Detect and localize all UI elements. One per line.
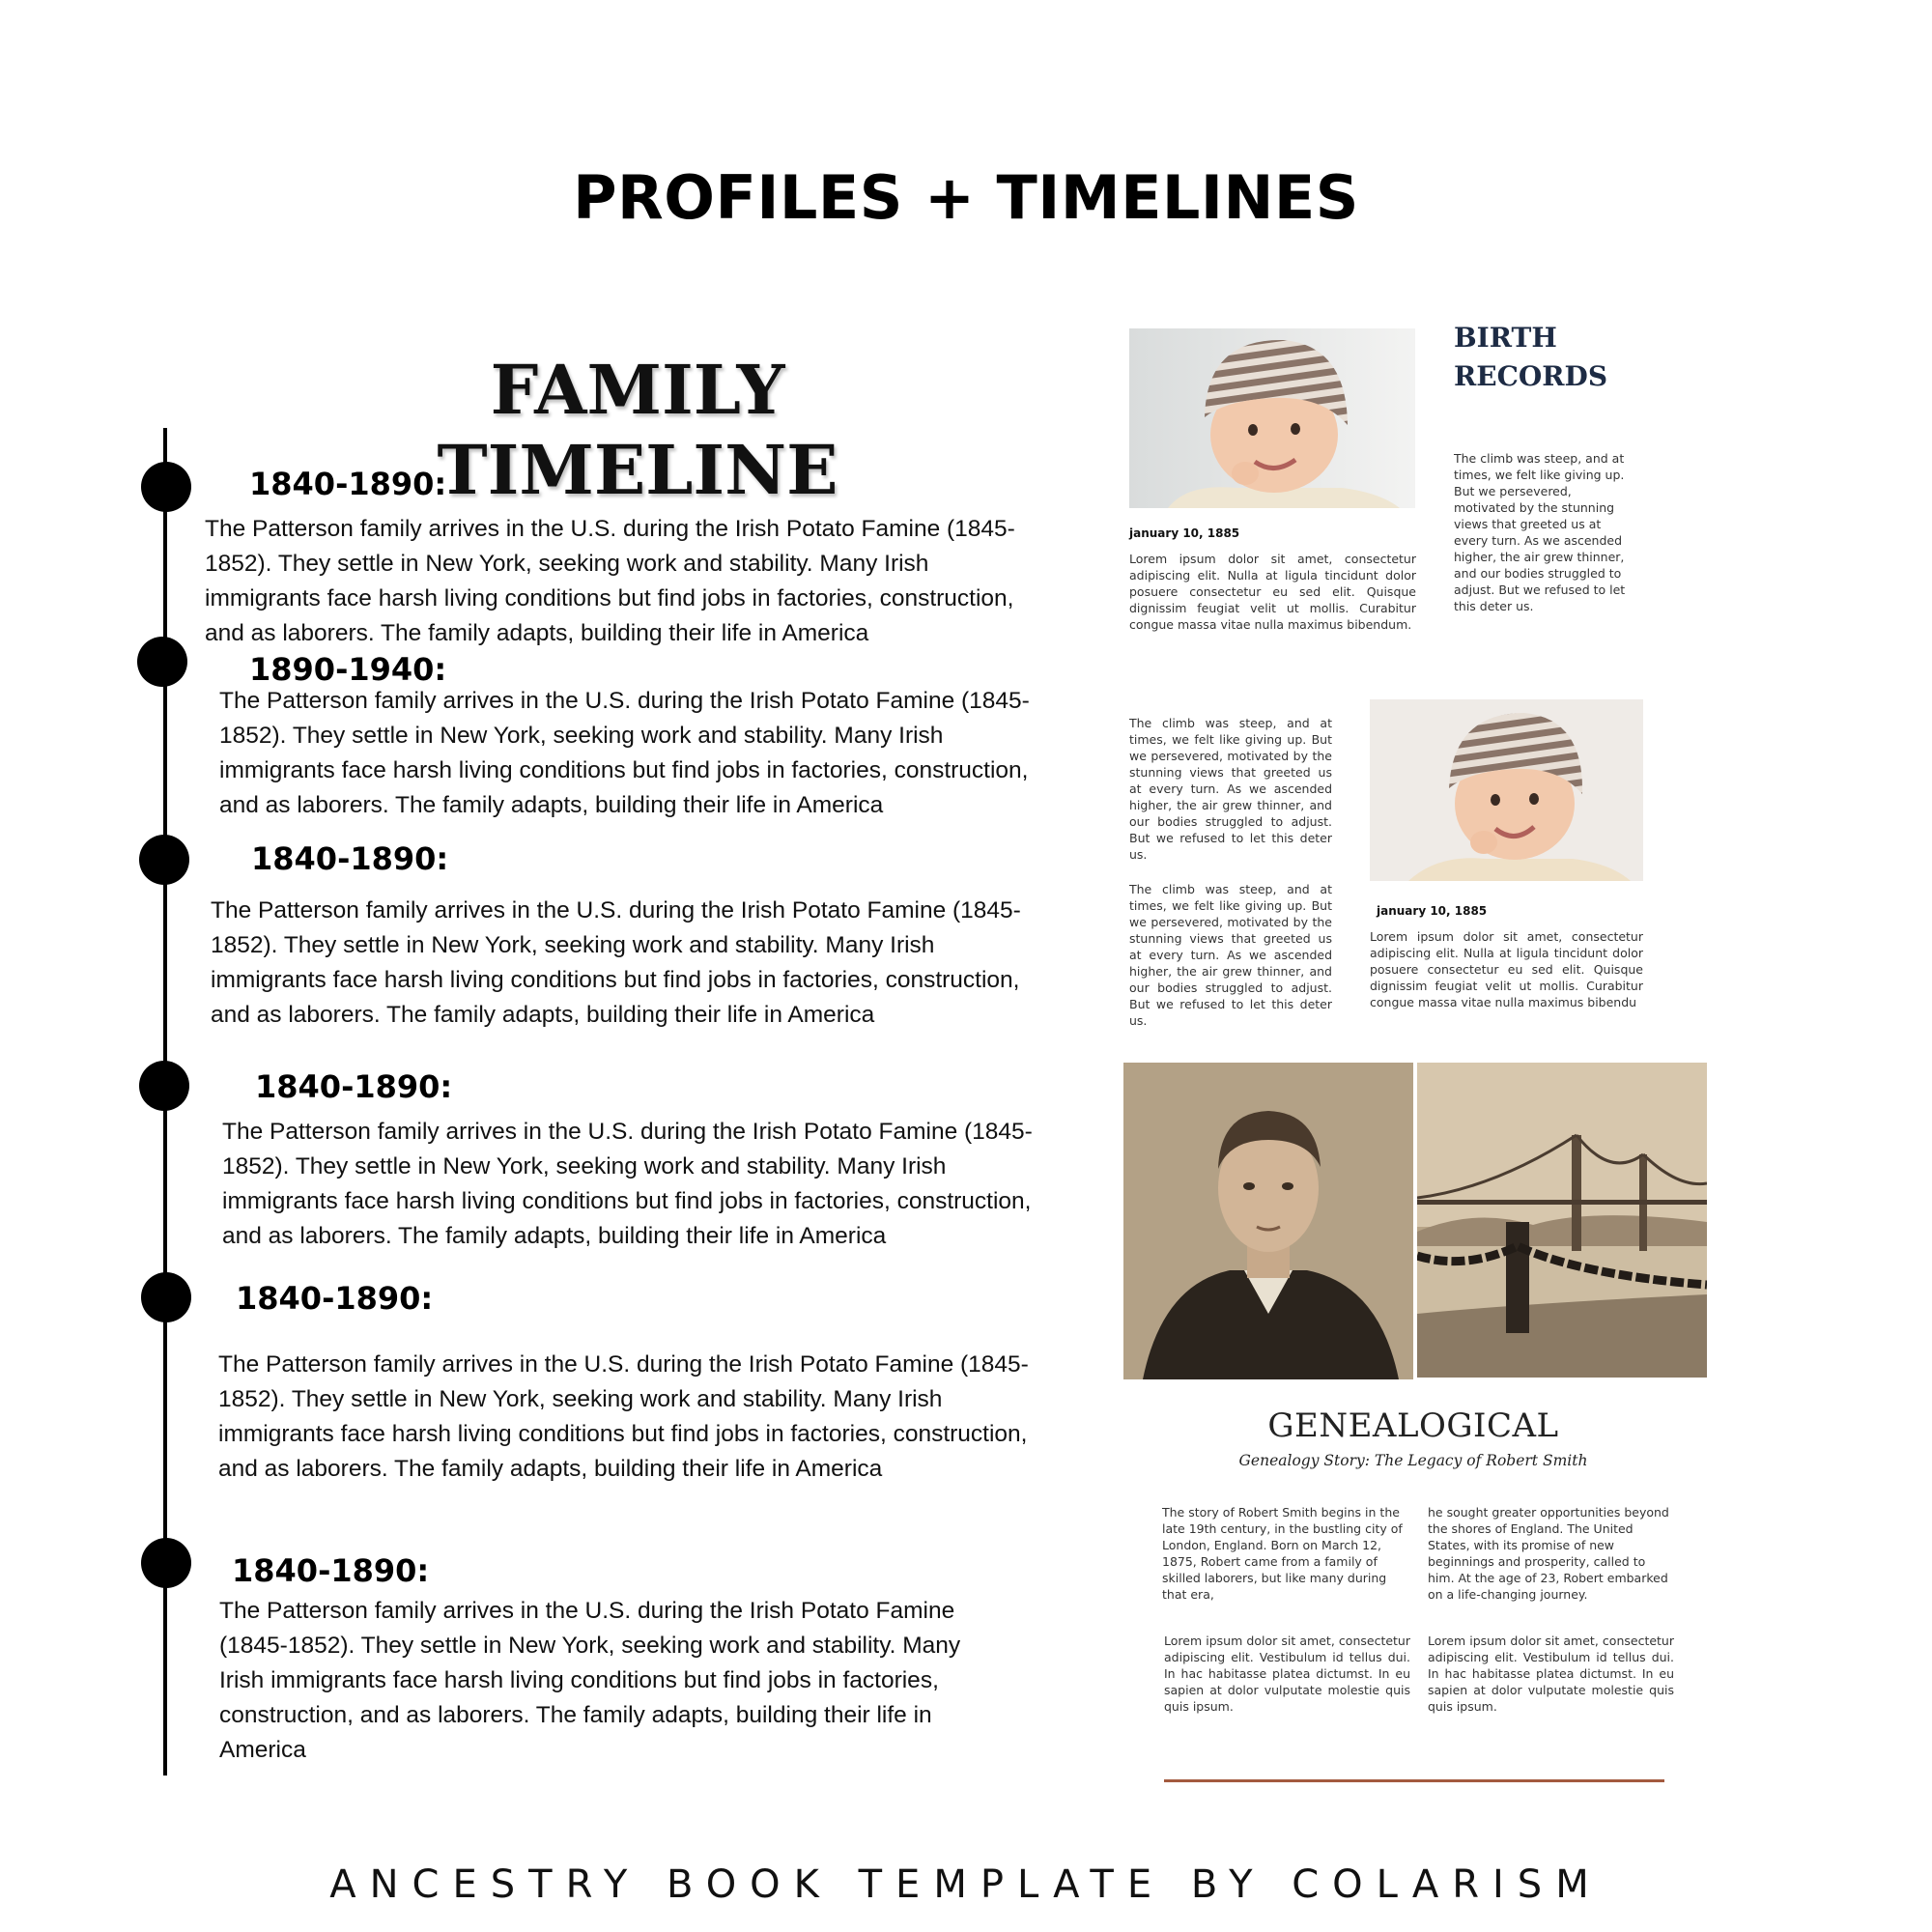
vintage-portrait-photo bbox=[1123, 1063, 1413, 1379]
baby-photo bbox=[1370, 699, 1643, 881]
birth-records-title bbox=[1454, 319, 1647, 396]
timeline-year: 1840-1890: bbox=[251, 840, 449, 877]
timeline-year: 1840-1890: bbox=[236, 1280, 434, 1317]
timeline-title: FAMILY TIMELINE bbox=[437, 350, 838, 510]
bridge-photo bbox=[1417, 1063, 1707, 1378]
timeline-text: The Patterson family arrives in the U.S. during the Irish Potato Famine (1845-1852). They settle in New York, seeking work and stability. Many Irish immigrants face harsh living conditions but find jobs in factories, construction, and as laborers. The family adapts, building their life in America bbox=[222, 1119, 1033, 1249]
birth-date: january 10, 1885 bbox=[1129, 526, 1240, 540]
timeline-text: The Patterson family arrives in the U.S. during the Irish Potato Famine (1845-1852). They settle in New York, seeking work and stability. Many Irish immigrants face harsh living conditions but find jobs in factories, construction, and as laborers. The family adapts, building their life in America bbox=[219, 688, 1030, 818]
timeline-year: 1840-1890: bbox=[255, 1068, 453, 1105]
timeline-dot bbox=[141, 1538, 191, 1588]
footer-credit: ANCESTRY BOOK TEMPLATE BY COLARISM bbox=[329, 1862, 1603, 1907]
timeline-text: The Patterson family arrives in the U.S. during the Irish Potato Famine (1845-1852). They settle in New York, seeking work and stability. Many Irish immigrants face harsh living conditions but find jobs in factories, construction, and as laborers. The family adapts, building their life in America bbox=[218, 1351, 1029, 1482]
birth-side-text: The climb was steep, and at times, we felt like giving up. But we persevered, motivated by the stunning views that greeted us at every turn. As we ascended higher, the air grew thinner, and our bodies struggled to adjust. But we refused to let this deter us. bbox=[1454, 451, 1626, 613]
timeline-dot bbox=[141, 1272, 191, 1322]
birth-title-line-1: BIRTH bbox=[1454, 322, 1557, 354]
genealogical-subtitle: Genealogy Story: The Legacy of Robert Smith bbox=[1238, 1452, 1588, 1469]
timeline-year: 1840-1890: bbox=[232, 1552, 430, 1589]
spread-date: january 10, 1885 bbox=[1377, 904, 1488, 918]
spread-text-2: The climb was steep, and at times, we felt like giving up. But we persevered, motivated by the stunning views that greeted us at every turn. As we ascended higher, the air grew thinner, and our bodies struggled to adjust. But we refused to let this deter us. bbox=[1129, 882, 1332, 1028]
birth-title-line-2: RECORDS bbox=[1454, 360, 1608, 392]
genealogical-title: GENEALOGICAL bbox=[1267, 1406, 1559, 1445]
spread-text-1: The climb was steep, and at times, we felt like giving up. But we persevered, motivated by the stunning views that greeted us at every turn. As we ascended higher, the air grew thinner, and our bodies struggled to adjust. But we refused to let this deter us. bbox=[1129, 716, 1332, 862]
timeline-dot bbox=[139, 835, 189, 885]
timeline-text: The Patterson family arrives in the U.S. during the Irish Potato Famine (1845-1852). They settle in New York, seeking work and stability. Many Irish immigrants face harsh living conditions but find jobs in factories, construction, and as laborers. The family adapts, building their life in America bbox=[211, 897, 1021, 1028]
genealogy-col1-paragraph2: Lorem ipsum dolor sit amet, consectetur adipiscing elit. Vestibulum id tellus dui. In hac habitasse platea dictumst. In eu sapien at dolor vulputate molestie quis quis ipsum. bbox=[1164, 1634, 1410, 1714]
timeline-year: 1840-1890: bbox=[249, 466, 447, 502]
timeline-text: The Patterson family arrives in the U.S. during the Irish Potato Famine (1845-1852). They settle in New York, seeking work and stability. Many Irish immigrants face harsh living conditions but find jobs in factories, construction, and as laborers. The family adapts, building their life in America bbox=[219, 1598, 961, 1763]
timeline-dot bbox=[137, 637, 187, 687]
genealogy-col1-paragraph1: The story of Robert Smith begins in the late 19th century, in the bustling city of London, England. Born on March 12, 1875, Robert came from a family of skilled laborers, but like many during that era, bbox=[1162, 1505, 1403, 1602]
timeline-text: The Patterson family arrives in the U.S. during the Irish Potato Famine (1845-1852). They settle in New York, seeking work and stability. Many Irish immigrants face harsh living conditions but find jobs in factories, construction, and as laborers. The family adapts, building their life in America bbox=[205, 516, 1015, 646]
accent-rule bbox=[1164, 1779, 1664, 1782]
page-title: PROFILES + TIMELINES bbox=[573, 162, 1359, 233]
timeline-year: 1890-1940: bbox=[249, 651, 447, 688]
baby-photo bbox=[1129, 328, 1415, 508]
genealogy-col2-paragraph1: he sought greater opportunities beyond the shores of England. The United States, with its promise of new beginnings and prosperity, called to him. At the age of 23, Robert embarked on a life-changing journey. bbox=[1428, 1505, 1669, 1602]
timeline-dot bbox=[139, 1061, 189, 1111]
timeline-dot bbox=[141, 462, 191, 512]
birth-caption: Lorem ipsum dolor sit amet, consectetur adipiscing elit. Nulla at ligula tincidunt dolor posuere consectetur eu sed elit. Quisque dignissim feugiat velit ut mollis. Curabitur congue massa vitae nulla maximus bibendum. bbox=[1129, 552, 1416, 632]
spread-caption: Lorem ipsum dolor sit amet, consectetur adipiscing elit. Nulla at ligula tincidunt dolor posuere consectetur eu sed elit. Quisque dignissim feugiat velit ut mollis. Curabitur congue massa vitae nulla maximus bibendu bbox=[1370, 929, 1643, 1009]
genealogy-col2-paragraph2: Lorem ipsum dolor sit amet, consectetur adipiscing elit. Vestibulum id tellus dui. In hac habitasse platea dictumst. In eu sapien at dolor vulputate molestie quis quis ipsum. bbox=[1428, 1634, 1674, 1714]
